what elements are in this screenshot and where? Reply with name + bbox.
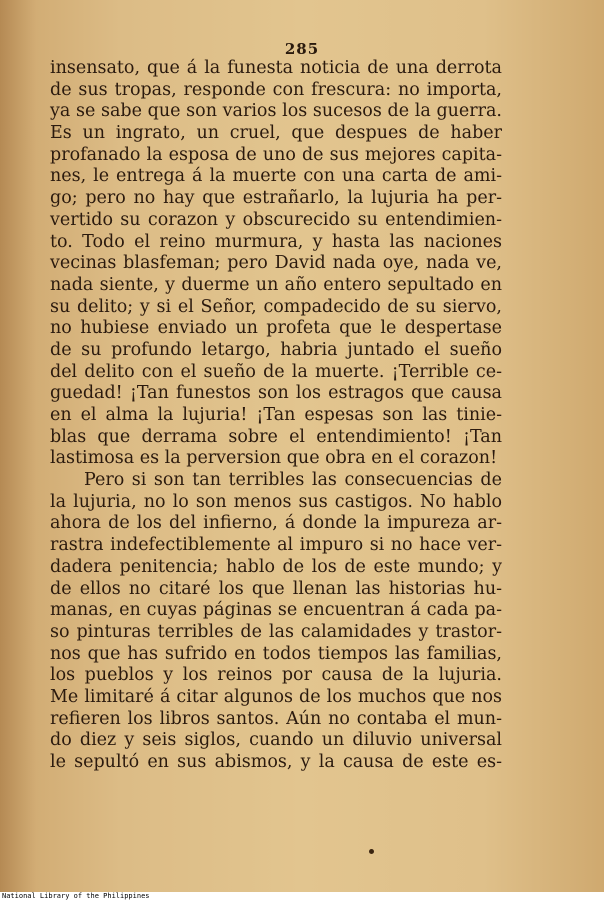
page-number: 285	[284, 40, 320, 58]
text-line: rastra indefectiblemente al impuro si no hace ver-	[50, 535, 502, 556]
text-line: manas, en cuyas páginas se encuentran á cada pa-	[50, 600, 502, 621]
text-line: vecinas blasfeman; pero David nada oye, nada ve,	[50, 253, 502, 274]
text-line: to. Todo el reino murmura, y hasta las naciones	[50, 231, 502, 252]
text-line: en el alma la lujuria! ¡Tan espesas son las tinie-	[50, 405, 502, 425]
text-line: guedad! ¡Tan funestos son los estragos que causa	[50, 383, 502, 404]
text-line: refieren los libros santos. Aún no contaba el mun-	[50, 708, 502, 729]
text-line: Es un ingrato, un cruel, que despues de haber	[50, 123, 502, 144]
text-line: de ellos no citaré los que llenan las historias hu-	[50, 578, 502, 599]
text-line: ya se sabe que son varios los sucesos de la guerra.	[50, 101, 502, 122]
text-line: ahora de los del infierno, á donde la impureza ar-	[50, 513, 502, 534]
text-line: vertido su corazon y obscurecido su entendimien-	[50, 209, 502, 230]
text-line: insensato, que á la funesta noticia de una derrota	[50, 58, 502, 78]
text-line: lastimosa es la perversion que obra en el corazon!	[50, 448, 498, 469]
text-line: Me limitaré á citar algunos de los muchos que nos	[50, 686, 502, 707]
text-line: la lujuria, no lo son menos sus castigos. No hablo	[50, 491, 502, 512]
text-line: su delito; y si el Señor, compadecido de su siervo,	[50, 296, 502, 317]
text-line: le sepultó en sus abismos, y la causa de este es-	[50, 752, 502, 772]
text-line: go; pero no hay que estrañarlo, la lujuria ha per-	[50, 188, 502, 209]
text-line: los pueblos y los reinos por causa de la lujuria.	[50, 665, 502, 686]
text-line: dadera penitencia; hablo de los de este mundo; y	[50, 556, 502, 577]
ink-dot	[369, 849, 374, 854]
text-line: de sus tropas, responde con frescura: no importa,	[50, 79, 502, 100]
text-line: do diez y seis siglos, cuando un diluvio universal	[50, 730, 502, 751]
text-line: so pinturas terribles de las calamidades y trastor-	[50, 621, 502, 642]
library-credit: National Library of the Philippines	[2, 892, 150, 900]
text-line: no hubiese enviado un profeta que le despertase	[50, 318, 502, 339]
text-line: profanado la esposa de uno de sus mejores capita-	[50, 144, 502, 165]
text-line: blas que derrama sobre el entendimiento! ¡Tan	[50, 426, 502, 447]
text-line: nada siente, y duerme un año entero sepultado en	[50, 274, 502, 295]
text-line: Pero si son tan terribles las consecuencias de	[84, 470, 502, 491]
text-line: del delito con el sueño de la muerte. ¡Terrible ce-	[50, 361, 502, 382]
body-text	[50, 58, 502, 774]
text-line: nos que has sufrido en todos tiempos las familias,	[50, 643, 502, 664]
text-line: nes, le entrega á la muerte con una carta de ami-	[50, 166, 502, 187]
text-line: de su profundo letargo, habria juntado el sueño	[50, 339, 502, 360]
